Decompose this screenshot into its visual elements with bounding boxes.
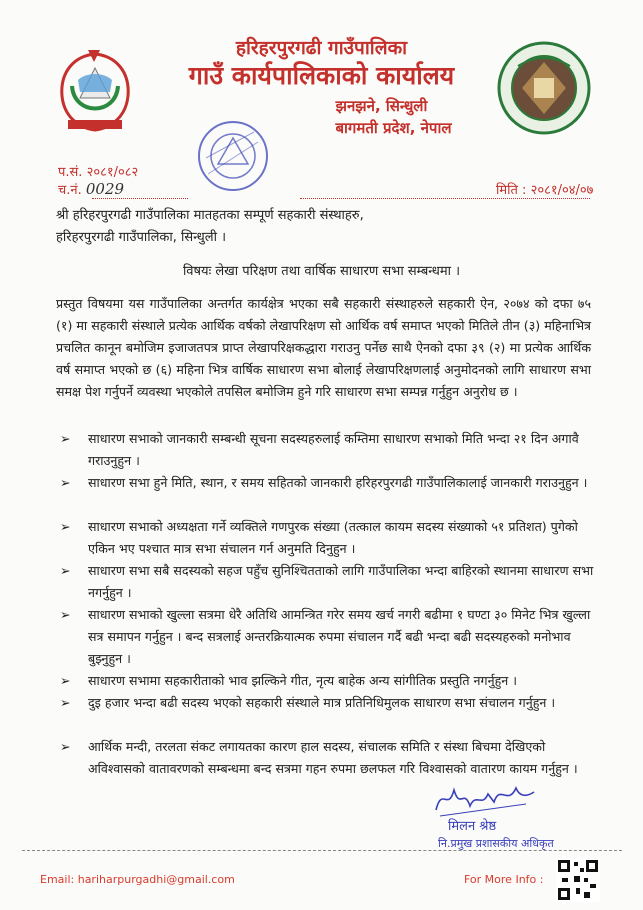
footer-divider xyxy=(22,850,622,851)
addressee-line-2: हरिहरपुरगढी गाउँपालिका, सिन्धुली । xyxy=(56,230,226,245)
arrow-bullet-icon: ➢ xyxy=(60,519,71,534)
signatory-name: मिलन श्रेष्ठ xyxy=(448,819,497,834)
handwritten-signature-icon xyxy=(430,776,540,820)
footer-email: Email: hariharpurgadhi@gmail.com xyxy=(40,873,235,886)
fiscal-year-ref: प.सं. २०८१/०८२ xyxy=(58,165,139,180)
letter-date: मिति : २०८१/०४/०७ xyxy=(496,183,594,198)
municipality-name: हरिहरपुरगढी गाउँपालिका xyxy=(235,37,408,59)
arrow-bullet-icon: ➢ xyxy=(60,607,71,622)
footer-more-info: For More Info : xyxy=(464,873,544,886)
letter-subject: विषयः लेखा परिक्षण तथा वार्षिक साधारण सभा सम्बन्धमा । xyxy=(182,264,461,279)
arrow-bullet-icon: ➢ xyxy=(60,673,71,688)
letter-number: च.नं. 0029 xyxy=(58,180,125,198)
arrow-bullet-icon: ➢ xyxy=(60,431,71,446)
arrow-bullet-icon: ➢ xyxy=(60,563,71,578)
arrow-bullet-icon: ➢ xyxy=(60,739,71,754)
arrow-bullet-icon: ➢ xyxy=(60,475,71,490)
body-paragraph: प्रस्तुत विषयमा यस गाउँपालिका अन्तर्गत कार्यक्षेत्र भएका सबै सहकारी संस्थाहरुले सहकारी ऐन, २०७४ को दफा ७५ (१) मा सहकारी संस्थाले प्रत्येक आर्थिक वर्षको लेखापरिक्षण सो आर्थिक वर्ष समाप्त भएको मितिले तीन (३) महिनाभित्र प्रचलित कानून बमोजिम इजाजतपत्र प्राप्त लेखापरिक्षकद्धारा गराउनु पर्नेछ साथै ऐनको दफा ३९ (२) मा प्रत्येक आर्थिक वर्ष समाप्त भएको छ (६) महिना भित्र वार्षिक साधारण सभा बोलाई लेखापरिक्षणलाई अनुमोदनको लागि साधारण सभा समक्ष पेश गर्नुपर्ने व्यवस्था भएकोले तपसिल बमोजिम हुने गरि साधारण सभा सम्पन्न गर्नुहुन अनुरोध छ । xyxy=(56,296,591,399)
signatory-title: नि.प्रमुख प्रशासकीय अधिकृत xyxy=(438,837,554,850)
office-place: झनझने, सिन्धुली xyxy=(335,97,428,115)
office-title: गाउँ कार्यपालिकाको कार्यालय xyxy=(188,61,455,90)
qr-code-icon xyxy=(556,858,600,902)
addressee-line-1: श्री हरिहरपुरगढी गाउँपालिका मातहतका सम्पूर्ण सहकारी संस्थाहरु, xyxy=(56,208,364,223)
office-province: बागमती प्रदेश, नेपाल xyxy=(335,119,452,137)
office-stamp-icon xyxy=(188,112,278,200)
arrow-bullet-icon: ➢ xyxy=(60,695,71,710)
